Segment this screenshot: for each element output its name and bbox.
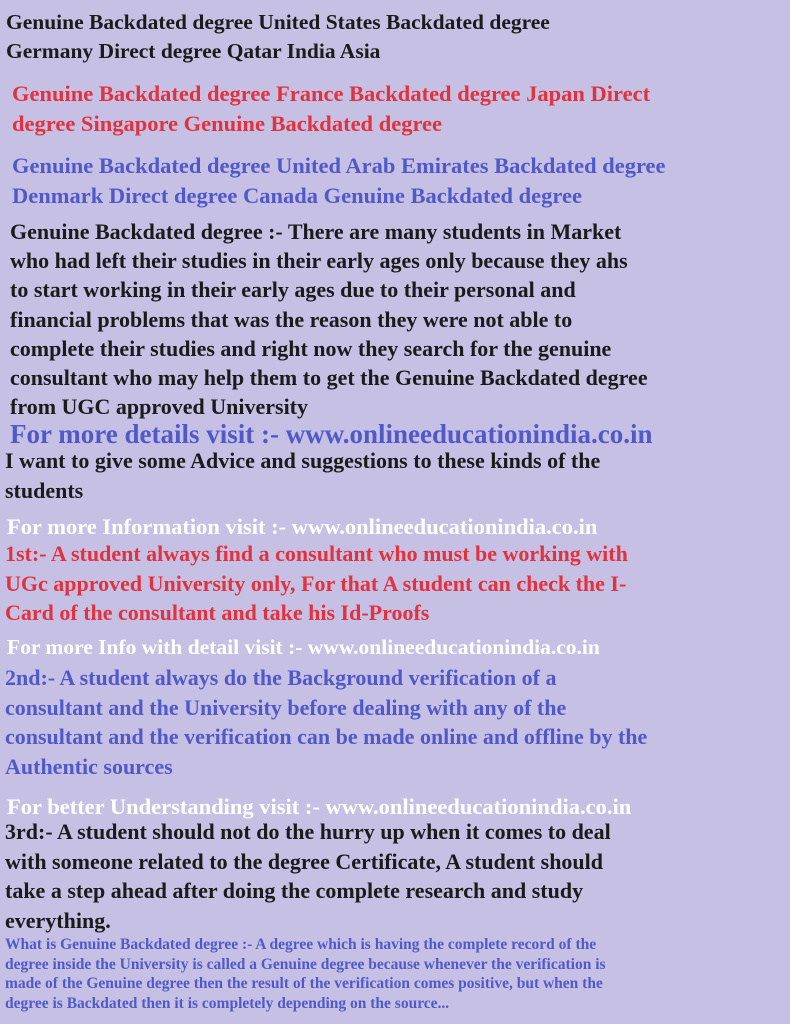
heading-line: degree Singapore Genuine Backdated degree bbox=[12, 111, 442, 136]
paragraph-line: consultant and the verification can be made online and offline by the bbox=[5, 724, 648, 749]
website-link-info-detail[interactable]: For more Info with detail visit :- www.onlineeducationindia.co.in bbox=[7, 635, 600, 659]
paragraph-line: students bbox=[5, 478, 84, 503]
heading-line: Denmark Direct degree Canada Genuine Backdated degree bbox=[12, 183, 582, 208]
paragraph-line: Card of the consultant and take his Id-Proofs bbox=[5, 600, 430, 625]
paragraph-line: everything. bbox=[5, 907, 111, 933]
paragraph-line: take a step ahead after doing the complete research and study bbox=[5, 878, 584, 903]
heading-countries-1 bbox=[6, 8, 550, 66]
website-link-information[interactable]: For more Information visit :- www.onlineeducationindia.co.in bbox=[7, 514, 598, 539]
heading-countries-3 bbox=[12, 151, 666, 211]
paragraph-line: 1st:- A student always find a consultant who must be working with bbox=[5, 541, 628, 566]
advice-point-2 bbox=[5, 663, 647, 781]
advice-point-3 bbox=[5, 817, 611, 935]
heading-line: Germany Direct degree Qatar India Asia bbox=[6, 39, 381, 63]
website-link-understanding[interactable]: For better Understanding visit :- www.onlineeducationindia.co.in bbox=[7, 794, 632, 819]
paragraph-line: 3rd:- A student should not do the hurry up when it comes to deal bbox=[5, 819, 611, 844]
paragraph-line: with someone related to the degree Certificate, A student should bbox=[5, 848, 604, 874]
website-link-details[interactable]: For more details visit :- www.onlineeducationindia.co.in bbox=[10, 419, 653, 449]
paragraph-line: UGc approved University only, For that A student can check the I- bbox=[5, 570, 627, 596]
paragraph-line: I want to give some Advice and suggestions to these kinds of the bbox=[5, 448, 601, 473]
paragraph-line: made of the Genuine degree then the result of the verification comes positive, but when the bbox=[5, 975, 603, 992]
paragraph-line: who had left their studies in their early ages only because they ahs bbox=[10, 248, 628, 274]
paragraph-line: consultant who may help them to get the Genuine Backdated degree bbox=[10, 365, 648, 391]
paragraph-line: What is Genuine Backdated degree :- A degree which is having the complete record of the bbox=[5, 936, 597, 953]
paragraph-line: Authentic sources bbox=[5, 753, 173, 779]
paragraph-line: 2nd:- A student always do the Background verification of a bbox=[5, 665, 557, 690]
advice-point-1 bbox=[5, 539, 628, 628]
paragraph-line: financial problems that was the reason they were not able to bbox=[10, 306, 573, 332]
paragraph-line: from UGC approved University bbox=[10, 394, 309, 420]
heading-line: Genuine Backdated degree United States Backdated degree bbox=[6, 10, 550, 34]
heading-countries-2 bbox=[12, 79, 650, 139]
paragraph-line: consultant and the University before dealing with any of the bbox=[5, 694, 567, 720]
definition-paragraph bbox=[5, 935, 606, 1013]
heading-line: Genuine Backdated degree France Backdated degree Japan Direct bbox=[12, 81, 651, 106]
intro-paragraph bbox=[10, 217, 648, 421]
paragraph-line: Genuine Backdated degree :- There are many students in Market bbox=[10, 219, 622, 244]
paragraph-line: to start working in their early ages due to their personal and bbox=[10, 277, 576, 303]
paragraph-line: complete their studies and right now they search for the genuine bbox=[10, 335, 612, 361]
paragraph-line: degree inside the University is called a Genuine degree because whenever the verification is bbox=[5, 955, 606, 973]
paragraph-line: degree is Backdated then it is completely depending on the source... bbox=[5, 994, 450, 1012]
advice-intro-paragraph bbox=[5, 446, 600, 506]
heading-line: Genuine Backdated degree United Arab Emirates Backdated degree bbox=[12, 153, 666, 178]
